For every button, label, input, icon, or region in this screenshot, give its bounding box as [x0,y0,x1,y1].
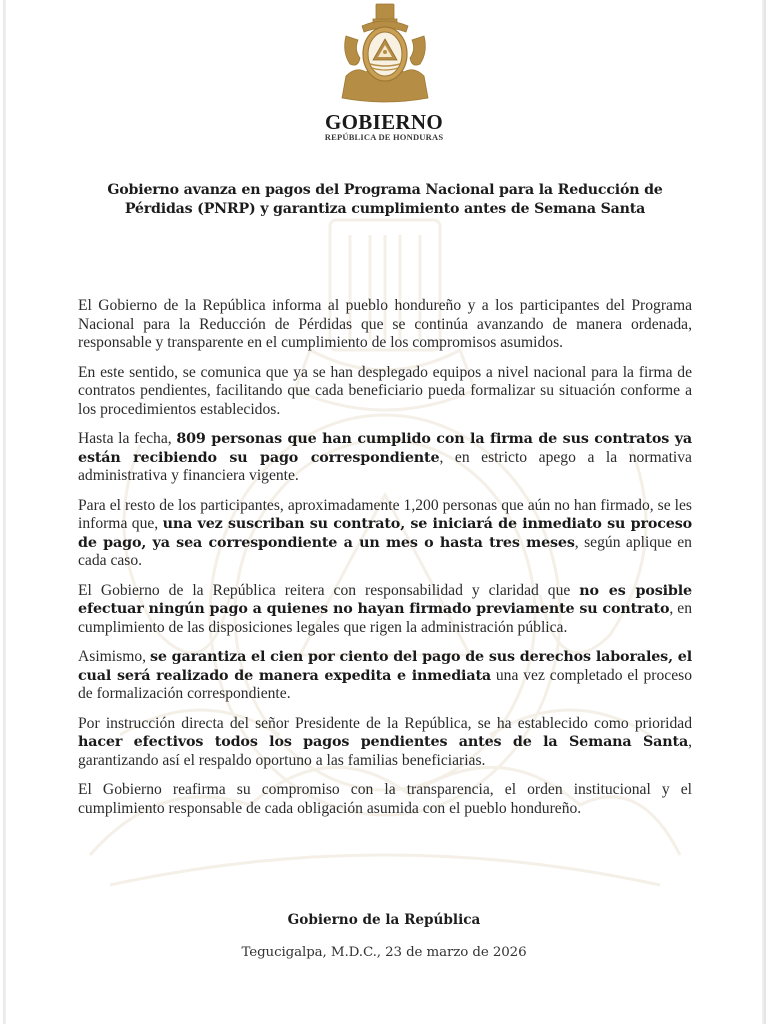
paragraph-text: , garantizando así el respaldo oportuno a las familias beneficiarias. [78,733,692,769]
paragraph-1 [78,297,692,353]
paragraph-text: , en estricto apego a la normativa administrativa y financiera vigente. [78,448,692,484]
paragraph-text: El Gobierno reafirma su compromiso con la transparencia, el orden institucional y el cumplimiento responsable de cada obligación asumida con el pueblo hondureño. [78,781,692,817]
paragraph-text: , según aplique en cada caso. [78,533,692,569]
paragraph-emphasis: se garantiza el cien por ciento del pago de sus derechos laborales, el cual será realizado de manera expedita e inmediata [78,649,692,684]
document-body [78,297,692,829]
place-and-date: Tegucigalpa, M.D.C., 23 de marzo de 2026 [241,945,527,960]
paragraph-5 [78,582,692,638]
paragraph-emphasis: una vez suscriban su contrato, se iniciará de inmediato su proceso de pago, ya sea correspondiente a un mes o hasta tres meses [78,516,692,551]
organization-name: GOBIERNO [325,110,443,134]
paragraph-8 [78,781,692,818]
paragraph-4 [78,497,692,571]
paragraph-text: El Gobierno de la República reitera con responsabilidad y claridad que [78,581,580,599]
paragraph-text: El Gobierno de la República informa al pueblo hondureño y a los participantes del Programa Nacional para la Reducción de Pérdidas que se continúa avanzando de manera ordenada, responsable y transparente en el cumplimiento de los compromisos asumidos. [78,297,692,351]
paragraph-emphasis: 809 personas que han cumplido con la firma de sus contratos ya están recibiendo su pago correspondiente [78,431,692,466]
paragraph-text: , en cumplimiento de las disposiciones legales que rigen la administración pública. [78,600,692,636]
paragraph-text: Para el resto de los participantes, aproximadamente 1,200 personas que aún no han firmado, se les informa que, [78,496,692,532]
paragraph-text: Hasta la fecha, [78,430,177,447]
paragraph-3 [78,430,692,486]
paragraph-7 [78,715,692,771]
paragraph-text: En este sentido, se comunica que ya se han desplegado equipos a nivel nacional para la firma de contratos pendientes, facilitando que cada beneficiario pueda formalizar su situación conforme a los procedimientos establecidos. [78,363,692,418]
paragraph-6 [78,648,692,704]
paragraph-text: Asimismo, [78,648,150,665]
paragraph-text: Por instrucción directa del señor Presidente de la República, se ha establecido como prioridad [78,714,692,732]
paragraph-2 [78,364,692,420]
signature: Gobierno de la República [287,912,481,928]
paragraph-text: una vez completado el proceso de formalización correspondiente. [78,666,692,702]
organization-subtitle: REPÚBLICA DE HONDURAS [324,132,444,142]
paragraph-emphasis: hacer efectivos todos los pagos pendientes antes de la Semana Santa [78,734,689,750]
paragraph-emphasis: no es posible efectuar ningún pago a quienes no hayan firmado previamente su contrato [78,582,692,617]
coat-of-arms-icon [340,2,430,107]
document-title: Gobierno avanza en pagos del Programa Nacional para la Reducción de Pérdidas (PNRP) y garantiza cumplimiento antes de Semana Santa [107,182,663,217]
